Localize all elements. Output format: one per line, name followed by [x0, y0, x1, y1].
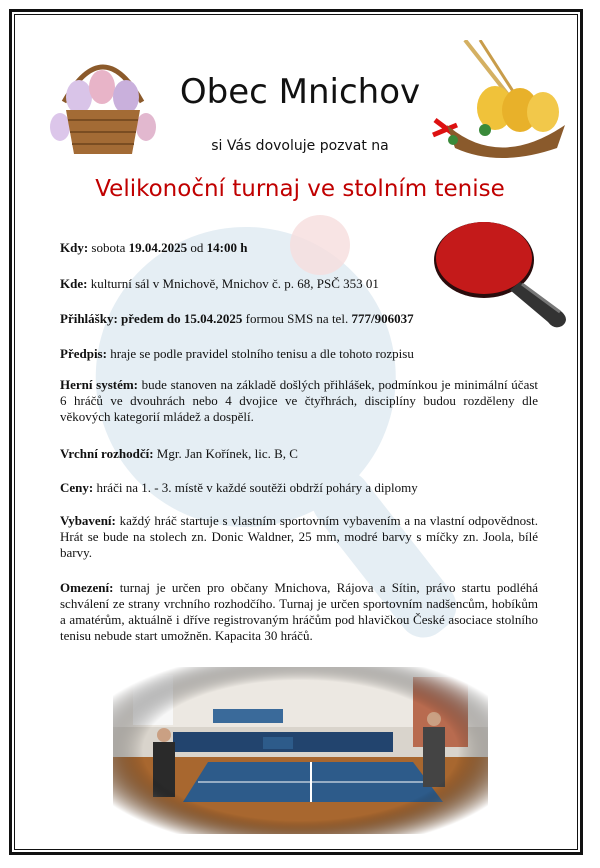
page-title: Obec Mnichov	[179, 72, 421, 112]
table-tennis-hall-photo	[113, 667, 488, 834]
kdy-date: 19.04.2025	[128, 240, 188, 255]
herni-system-text: bude stanoven na základě došlých přihlášek, podmínkou je minimální účast 6 hráčů ve dvouhrách nebo 4 dvojice ve čtyřhrách, disciplíny budou rozděleny dle věkových kategorií mládež a dospělí.	[60, 377, 539, 424]
info-vybaveni	[60, 513, 538, 561]
info-kde	[60, 276, 538, 292]
info-ceny	[60, 480, 538, 496]
label-herni-system: Herní systém:	[60, 377, 139, 392]
info-herni-system	[60, 377, 538, 425]
prihlasky-deadline: předem do 15.04.2025	[121, 311, 243, 326]
label-omezeni: Omezení:	[60, 580, 114, 595]
label-prihlasky: Přihlášky:	[60, 311, 118, 326]
label-kdy: Kdy:	[60, 240, 89, 255]
label-ceny: Ceny:	[60, 480, 94, 495]
label-predpis: Předpis:	[60, 346, 107, 361]
label-rozhodci: Vrchní rozhodčí:	[60, 446, 154, 461]
kdy-time: 14:00 h	[206, 240, 248, 255]
prihlasky-text: formou SMS na tel.	[245, 311, 349, 326]
label-kde: Kde:	[60, 276, 88, 291]
omezeni-text: turnaj je určen pro občany Mnichova, Rájova a Sítin, právo startu podléhá schválení ze strany vrchního rozhodčího. Turnaj je určen sportovním nadšencům, hobíkům a amatérům, aktuálně i dříve registrovaným hráčům pod hlavičkou České asociace stolního tenisu nebude start umožněn. Kapacita 30 hráčů.	[60, 580, 538, 643]
kde-text: kulturní sál v Mnichově, Mnichov č. p. 68, PSČ 353 01	[90, 276, 379, 291]
kdy-from: od	[190, 240, 204, 255]
vybaveni-text: každý hráč startuje s vlastním sportovním vybavením a na vlastní odpovědnost. Hrát se bude na stolech zn. Donic Waldner, 25 mm, modré barvy s míčky zn. Joola, bílé barvy.	[60, 513, 538, 560]
invitation-subtitle: si Vás dovoluje pozvat na	[211, 138, 389, 154]
info-omezeni	[60, 580, 538, 644]
info-rozhodci	[60, 446, 538, 462]
info-predpis	[60, 346, 538, 362]
kdy-day: sobota	[91, 240, 126, 255]
ceny-text: hráči na 1. - 3. místě v každé soutěži obdrží poháry a diplomy	[96, 480, 418, 495]
label-vybaveni: Vybavení:	[60, 513, 116, 528]
rozhodci-text: Mgr. Jan Kořínek, lic. B, C	[156, 446, 298, 461]
info-kdy	[60, 240, 538, 256]
event-title: Velikonoční turnaj ve stolním tenise	[95, 176, 505, 202]
info-prihlasky	[60, 311, 538, 327]
prihlasky-phone: 777/906037	[351, 311, 414, 326]
predpis-text: hraje se podle pravidel stolního tenisu a dle tohoto rozpisu	[110, 346, 414, 361]
